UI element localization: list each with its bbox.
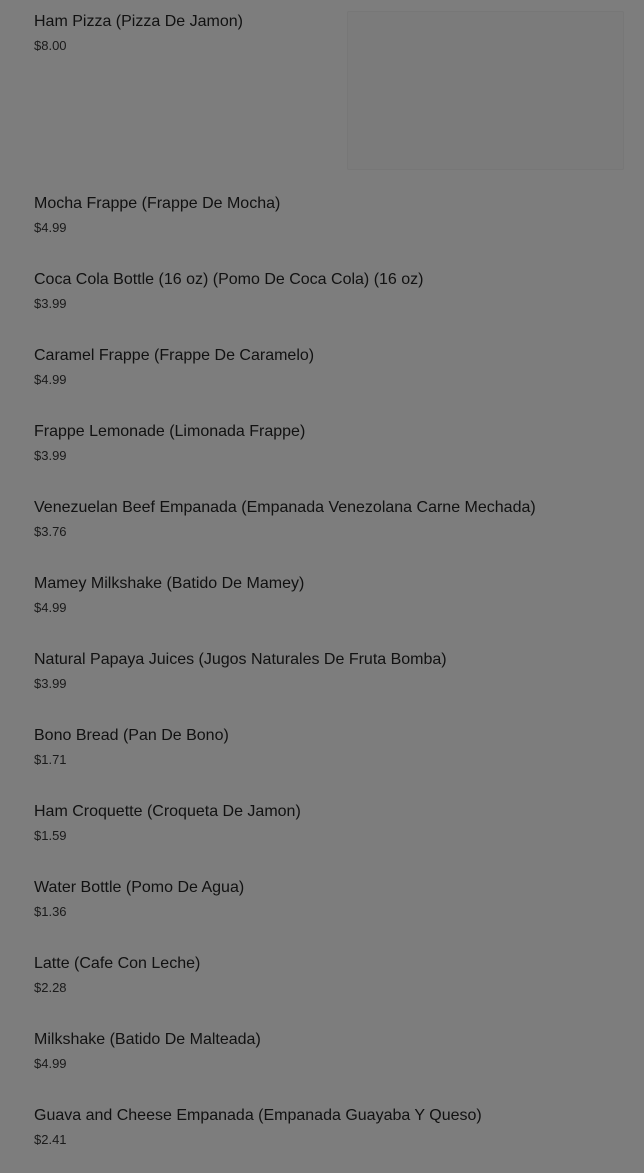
menu-item-price: $4.99 xyxy=(34,372,67,387)
menu-item-name: Bono Bread (Pan De Bono) xyxy=(34,727,229,744)
menu-item-name: Mamey Milkshake (Batido De Mamey) xyxy=(34,575,305,592)
menu-item-venezuelan-beef-empanada[interactable] xyxy=(34,497,634,557)
menu-item-price: $1.59 xyxy=(34,828,67,843)
menu-item-name: Ham Croquette (Croqueta De Jamon) xyxy=(34,803,301,820)
menu-item-price: $3.76 xyxy=(34,524,67,539)
menu-item-bono-bread[interactable] xyxy=(34,725,634,785)
menu-item-guava-cheese-empanada[interactable] xyxy=(34,1105,634,1165)
menu-item-price: $3.99 xyxy=(34,448,67,463)
menu-item-price: $2.41 xyxy=(34,1132,67,1147)
menu-item-price: $1.36 xyxy=(34,904,67,919)
menu-item-price: $4.99 xyxy=(34,1056,67,1071)
menu-item-mocha-frappe[interactable] xyxy=(34,193,634,253)
menu-item-name: Ham Pizza (Pizza De Jamon) xyxy=(34,13,243,30)
menu-item-caramel-frappe[interactable] xyxy=(34,345,634,405)
menu-item-price: $4.99 xyxy=(34,220,67,235)
menu-item-price: $4.99 xyxy=(34,600,67,615)
menu-item-natural-papaya-juices[interactable] xyxy=(34,649,634,709)
menu-item-name: Caramel Frappe (Frappe De Caramelo) xyxy=(34,347,315,364)
menu-item-name: Coca Cola Bottle (16 oz) (Pomo De Coca Cola) (16 oz) xyxy=(34,271,424,288)
menu-item-price: $2.28 xyxy=(34,980,67,995)
menu-item-mamey-milkshake[interactable] xyxy=(34,573,634,633)
menu-item-name: Water Bottle (Pomo De Agua) xyxy=(34,879,245,896)
menu-item-coca-cola-bottle[interactable] xyxy=(34,269,634,329)
menu-item-name: Latte (Cafe Con Leche) xyxy=(34,955,201,972)
menu-item-name: Guava and Cheese Empanada (Empanada Guayaba Y Queso) xyxy=(34,1107,482,1124)
menu-item-price: $8.00 xyxy=(34,38,67,53)
menu-item-price: $3.99 xyxy=(34,296,67,311)
menu-item-price: $1.71 xyxy=(34,752,67,767)
menu-item-ham-pizza[interactable] xyxy=(34,11,634,71)
menu-item-frappe-lemonade[interactable] xyxy=(34,421,634,481)
menu-item-latte[interactable] xyxy=(34,953,634,1013)
menu-item-milkshake[interactable] xyxy=(34,1029,634,1089)
menu-item-name: Frappe Lemonade (Limonada Frappe) xyxy=(34,423,306,440)
menu-item-water-bottle[interactable] xyxy=(34,877,634,937)
menu-item-ham-croquette[interactable] xyxy=(34,801,634,861)
menu-item-price: $3.99 xyxy=(34,676,67,691)
menu-item-name: Milkshake (Batido De Malteada) xyxy=(34,1031,261,1048)
menu-item-name: Venezuelan Beef Empanada (Empanada Venezolana Carne Mechada) xyxy=(34,499,536,516)
menu-item-name: Natural Papaya Juices (Jugos Naturales De Fruta Bomba) xyxy=(34,651,447,668)
menu-item-name: Mocha Frappe (Frappe De Mocha) xyxy=(34,195,281,212)
